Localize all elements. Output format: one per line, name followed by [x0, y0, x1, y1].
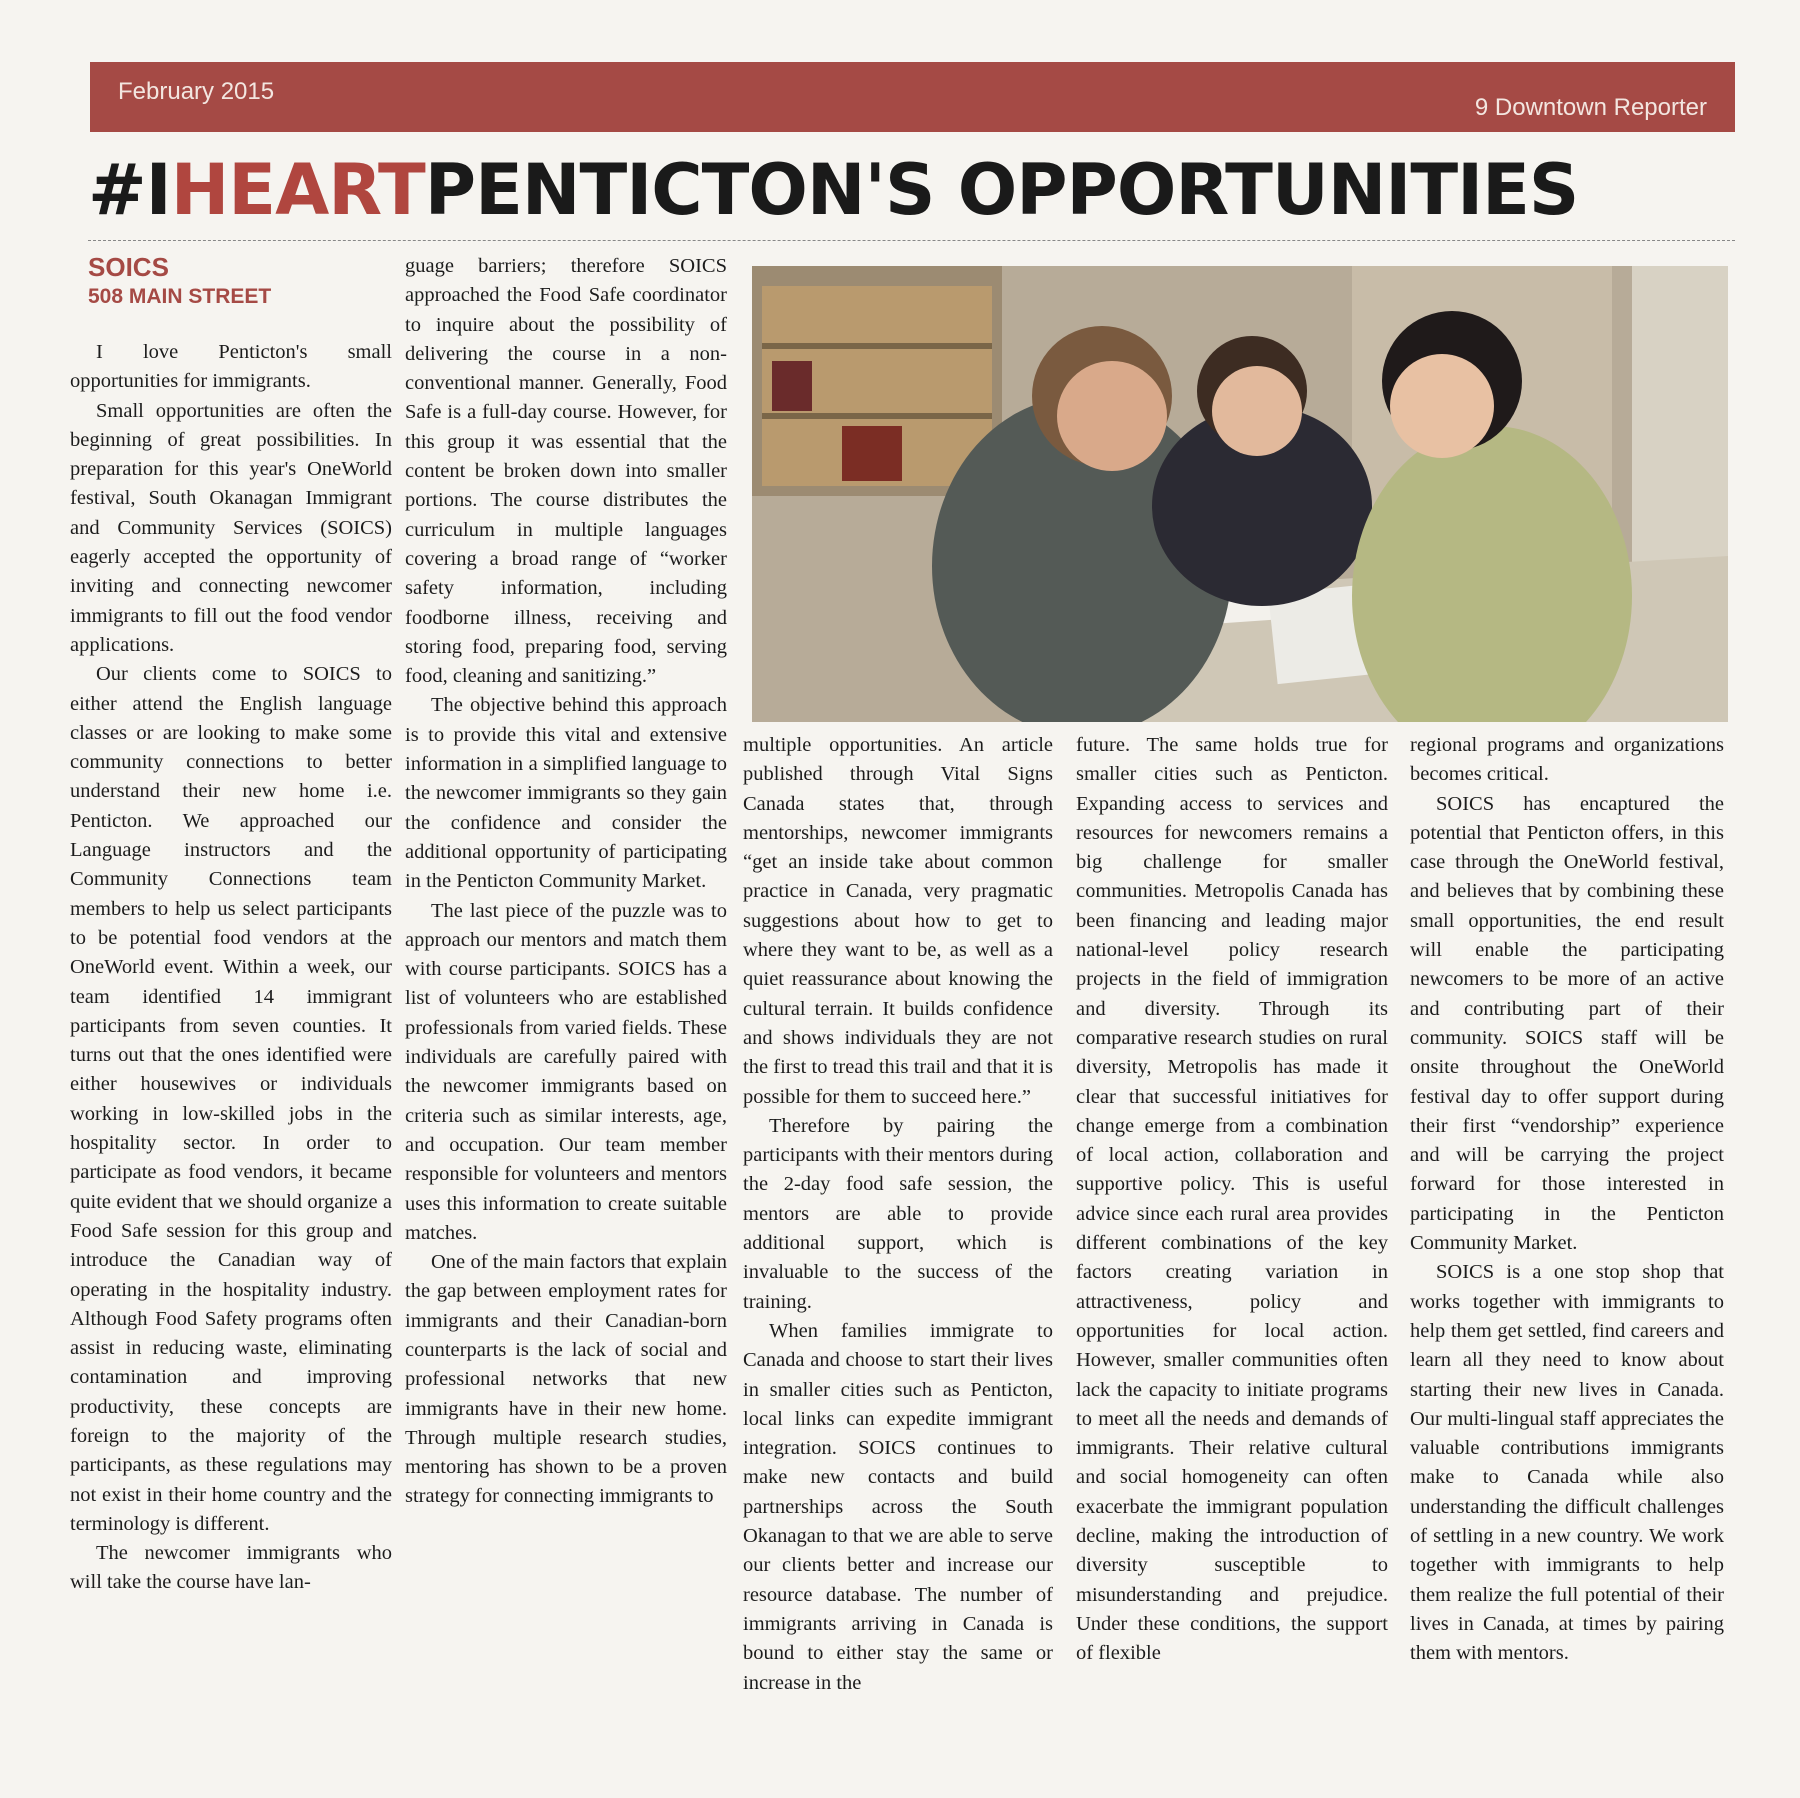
paragraph: SOICS has encaptured the potential that Penticton offers, in this case through the OneWorld festival, and believes that by combining these small opportunities, the end result will enable the participating newcomers to be more of an active and contributing part of their community. SOICS staff will be onsite throughout the OneWorld festival day to offer support during their first “vendorship” experience and will be carrying the project forward for those interested in participating in the Penticton Community Market. — [1410, 792, 1724, 1255]
headline — [88, 150, 1578, 230]
issue-date: February 2015 — [118, 78, 275, 105]
paragraph: The newcomer immigrants who will take the course have lan- — [70, 1542, 392, 1594]
column-2 — [405, 252, 727, 1512]
paragraph: guage barriers; therefore SOICS approached the Food Safe coordinator to inquire about the possibility of delivering the course in a non-conventional manner. Generally, Food Safe is a full-day course. However, for this group it was essential that the content be broken down into smaller portions. The course distributes the curriculum in multiple languages covering a broad range of “worker safety information, including foodborne illness, receiving and storing food, preparing food, serving food, cleaning and sanitizing.” — [405, 255, 727, 688]
paragraph: One of the main factors that explain the gap between employment rates for immigrants and their Canadian-born counterparts is the lack of social and professional networks that new immigrants have in their new home. Through multiple research studies, mentoring has shown to be a proven strategy for connecting immigrants to — [405, 1251, 727, 1508]
byline-org: SOICS — [88, 252, 169, 282]
page-label: 9 Downtown Reporter — [1474, 94, 1707, 121]
paragraph: regional programs and organizations becomes critical. — [1410, 734, 1724, 786]
paragraph: When families immigrate to Canada and choose to start their lives in smaller cities such as Penticton, local links can expedite immigrant integration. SOICS continues to make new contacts and build partnerships across the South Okanagan to that we are able to serve our clients better and increase our resource database. The number of immigrants arriving in Canada is bound to either stay the same or increase in the — [743, 1319, 1053, 1694]
paragraph: Therefore by pairing the participants with their mentors during the 2-day food safe session, the mentors are able to provide additional support, which is invaluable to the success of the training. — [743, 1114, 1053, 1313]
column-3 — [743, 731, 1053, 1698]
headline-accent: HEART — [170, 149, 425, 231]
header-bar — [90, 62, 1735, 132]
photo-illustration — [752, 266, 1728, 722]
column-5 — [1410, 731, 1724, 1669]
headline-prefix: #I — [88, 149, 171, 231]
paragraph: future. The same holds true for smaller cities such as Penticton. Expanding access to services and resources for newcomers remains a big challenge for smaller communities. Metropolis Canada has been financing and leading major national-level policy research projects in the field of immigration and diversity. Through its comparative research studies on rural diversity, Metropolis has made it clear that successful initiatives for change emerge from a combination of local action, collaboration and supportive policy. This is useful advice since each rural area provides different combinations of the key factors creating variation in attractiveness, policy and opportunities for local action. However, smaller communities often lack the capacity to initiate programs to meet all the needs and demands of immigrants. Their relative cultural and social homogeneity can often exacerbate the immigrant population decline, making the introduction of diversity susceptible to misunderstanding and prejudice. Under these conditions, the support of flexible — [1076, 734, 1388, 1665]
paragraph: multiple opportunities. An article published through Vital Signs Canada states that, through mentorships, newcomer immigrants “get an inside take about common practice in Canada, very pragmatic suggestions about how to get to where they want to be, as well as a quiet reassurance about knowing the cultural terrain. It builds confidence and shows individuals they are not the first to tread this trail and that it is possible for them to succeed here.” — [743, 734, 1053, 1108]
headline-rule — [88, 240, 1735, 241]
paragraph: The last piece of the puzzle was to approach our mentors and match them with course participants. SOICS has a list of volunteers who are established professionals from varied fields. These individuals are carefully paired with the newcomer immigrants based on criteria such as similar interests, age, and occupation. Our team member responsible for volunteers and mentors uses this information to create suitable matches. — [405, 899, 727, 1244]
column-1 — [70, 338, 392, 1598]
paragraph: Small opportunities are often the beginning of great possibilities. In preparation for this year's OneWorld festival, South Okanagan Immigrant and Community Services (SOICS) eagerly accepted the opportunity of inviting and connecting newcomer immigrants to fill out the food vendor applications. — [70, 399, 392, 656]
article-photo — [752, 266, 1728, 722]
byline-address: 508 MAIN STREET — [88, 285, 272, 308]
paragraph: I love Penticton's small opportunities for immigrants. — [70, 341, 392, 393]
column-4 — [1076, 731, 1388, 1669]
paragraph: Our clients come to SOICS to either attend the English language classes or are looking to make some community connections to better understand their new home i.e. Penticton. We approached our Language instructors and the Community Connections team members to help us select participants to be potential food vendors at the OneWorld event. Within a week, our team identified 14 immigrant participants from seven counties. It turns out that the ones identified were either housewives or individuals working in low-skilled jobs in the hospitality sector. In order to participate as food vendors, it became quite evident that we should organize a Food Safe session for this group and introduce the Canadian way of operating in the hospitality industry. Although Food Safety programs often assist in reducing waste, eliminating contamination and improving productivity, these concepts are foreign to the majority of the participants, as these regulations may not exist in their home country and the terminology is different. — [70, 663, 392, 1535]
paragraph: The objective behind this approach is to provide this vital and extensive information in a simplified language to the newcomer immigrants so they gain the confidence and consider the additional opportunity of participating in the Penticton Community Market. — [405, 694, 727, 893]
headline-rest: PENTICTON'S OPPORTUNITIES — [424, 149, 1579, 231]
paragraph: SOICS is a one stop shop that works together with immigrants to help them get settled, find careers and learn all they need to know about starting their new lives in Canada. Our multi-lingual staff appreciates the valuable contributions immigrants make to Canada while also understanding the difficult challenges of settling in a new country. We work together with immigrants to help them realize the full potential of their lives in Canada, at times by pairing them with mentors. — [1410, 1261, 1724, 1665]
byline — [88, 252, 271, 312]
